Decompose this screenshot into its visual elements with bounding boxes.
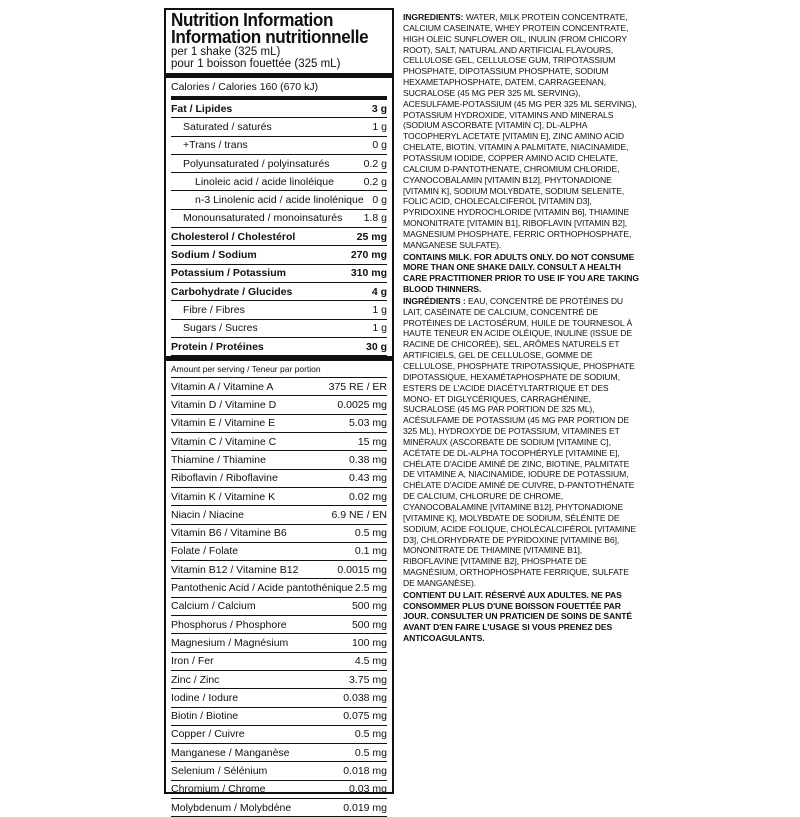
vitamin-row	[171, 781, 387, 799]
nutrition-facts-panel	[164, 8, 394, 814]
vitamin-value: 0.5 mg	[354, 527, 387, 540]
vitamin-name: Vitamin B6 / Vitamine B6	[171, 527, 287, 540]
vitamin-row	[171, 689, 387, 707]
vitamin-value: 6.9 NE / EN	[331, 508, 387, 521]
nutrient-value: 1 g	[372, 120, 387, 133]
vitamin-row	[171, 799, 387, 817]
ingredients-fr-text: EAU, CONCENTRÉ DE PROTÉINES DU LAIT, CASÉINATE DE CALCIUM, CONCENTRÉ DE PROTÉINES DE LACTOSÉRUM, HUILE DE TOURNESOL À HAUTE TENEUR EN ACIDE OLÉIQUE, INULINE (ISSUE DE RACINE DE CHICORÉE), SEL, ARÔMES NATURELS ET ARTIFICIELS, GEL DE CELLULOSE, GOMME DE CELLULOSE, PHOSPHATE TRIPOTASSIQUE, PHOSPHATE DIPOTASSIQUE, HEXAMÉTAPHOSPHATE DE SODIUM, ESTERS DE L'ACIDE DIACÉTYLTARTRIQUE ET DES MONO- ET DIGLYCÉRIQUES, CARRAGHÉNINE, SUCRALOSE (45 MG PAR PORTION DE 325 ML), ACÉSULFAME DE POTASSIUM (45 MG PAR PORTION DE 325 ML), HYDROXYDE DE POTASSIUM, VITAMINES ET MINÉRAUX (ASCORBATE DE SODIUM [VITAMINE C], ACÉTATE DE DL-ALPHA TOCOPHÉRYLE [VITAMINE E], CHÉLATE D'ACIDE AMINÉ DE ZINC, BIOTINE, PALMITATE DE VITAMINE A, NIACINAMIDE, IODURE DE POTASSIUM, CHÉLATE D'ACIDE AMINÉ DE CUIVRE, D-PANTOTHÉNATE DE CALCIUM, CHLORURE DE CHROME, CYANOCOBALAMINE [VITAMINE B12], PHYTONADIONE [VITAMINE K], MOLYBDATE DE SODIUM, SÉLÉNITE DE SODIUM, ACIDE FOLIQUE, CHOLÉCALCIFÉROL [VITAMINE D3], CHLORHYDRATE DE PYRIDOXINE [VITAMINE B6], MONONITRATE DE THIAMINE [VITAMINE B1], RIBOFLAVINE [VITAMINE B2], PHOSPHATE DE MAGNÉSIUM, ORTHOPHOSPHATE FERRIQUE, SULFATE DE MANGANÈSE).	[403, 295, 637, 588]
nutrient-value: 30 g	[365, 340, 387, 353]
vitamin-row	[171, 378, 387, 396]
nutrient-row	[171, 283, 387, 301]
vitamin-value: 0.075 mg	[343, 710, 387, 723]
nutrient-row	[171, 320, 387, 338]
nutrient-row	[171, 100, 387, 118]
ingredients-en-label: INGREDIENTS:	[403, 12, 464, 22]
calories-row: Calories / Calories 160 (670 kJ)	[171, 78, 387, 100]
nutrient-list	[171, 100, 387, 356]
nutrient-value: 0.2 g	[363, 157, 387, 170]
nutrient-row	[171, 246, 387, 264]
vitamin-name: Selenium / Sélénium	[171, 765, 268, 778]
vitamin-value: 0.38 mg	[349, 453, 387, 466]
nutrient-name: Potassium / Potassium	[171, 267, 286, 280]
serving-size-en: per 1 shake (325 mL)	[171, 46, 281, 58]
vitamin-value: 0.5 mg	[354, 746, 387, 759]
nutrient-row	[171, 137, 387, 155]
vitamin-name: Biotin / Biotine	[171, 710, 239, 723]
vitamin-name: Zinc / Zinc	[171, 673, 220, 686]
vitamin-value: 15 mg	[357, 435, 387, 448]
nutrient-value: 0.2 g	[363, 175, 387, 188]
vitamin-row	[171, 451, 387, 469]
vitamin-row	[171, 415, 387, 433]
vitamin-value: 500 mg	[351, 600, 387, 613]
vitamin-name: Vitamin B12 / Vitamine B12	[171, 563, 299, 576]
nutrient-name: Linoleic acid / acide linoléique	[195, 175, 334, 188]
nutrient-value: 25 mg	[356, 230, 387, 243]
nutrient-name: Polyunsaturated / polyinsaturés	[183, 157, 330, 170]
nutrient-name: Cholesterol / Cholestérol	[171, 230, 296, 243]
vitamin-row	[171, 653, 387, 671]
nutrient-value: 1 g	[372, 322, 387, 335]
vitamin-name: Riboflavin / Riboflavine	[171, 472, 278, 485]
panel-title-fr: Information nutritionnelle	[171, 27, 369, 47]
vitamin-name: Molybdenum / Molybdène	[171, 801, 292, 814]
vitamin-name: Iron / Fer	[171, 655, 214, 668]
vitamin-row	[171, 579, 387, 597]
vitamin-value: 0.5 mg	[354, 728, 387, 741]
nutrient-name: Fibre / Fibres	[183, 303, 245, 316]
vitamin-name: Folate / Folate	[171, 545, 239, 558]
vitamin-value: 0.1 mg	[354, 545, 387, 558]
vitamin-name: Vitamin K / Vitamine K	[171, 490, 276, 503]
nutrient-name: Sugars / Sucres	[183, 322, 258, 335]
nutrient-value: 4 g	[371, 285, 387, 298]
vitamin-value: 0.02 mg	[349, 490, 387, 503]
ingredients-en	[403, 12, 639, 251]
nutrient-name: Fat / Lipides	[171, 102, 233, 115]
nutrient-value: 1.8 g	[363, 212, 387, 225]
ingredients-en-text: WATER, MILK PROTEIN CONCENTRATE, CALCIUM CASEINATE, WHEY PROTEIN CONCENTRATE, HIGH OLEIC SUNFLOWER OIL, INULIN (FROM CHICORY ROOT), SALT, NATURAL AND ARTIFICIAL FLAVOURS, CELLULOSE GEL, CELLULOSE GUM, TRIPOTASSIUM PHOSPHATE, DIPOTASSIUM PHOSPHATE, SODIUM HEXAMETAPHOSPHATE, DATEM, CARRAGEENAN, SUCRALOSE (45 MG PER 325 ML SERVING), ACESULFAME-POTASSIUM (45 MG PER 325 ML SERVING), POTASSIUM HYDROXIDE, VITAMINS AND MINERALS (SODIUM ASCORBATE [VITAMIN C], DL-ALPHA TOCOPHERYL ACETATE [VITAMIN E], ZINC AMINO ACID CHELATE, BIOTIN, VITAMIN A PALMITATE, NIACINAMIDE, POTASSIUM IODIDE, COPPER AMINO ACID CHELATE, CALCIUM D-PANTOTHENATE, CHROMIUM CHLORIDE, CYANOCOBALAMIN [VITAMIN B12], PHYTONADIONE [VITAMIN K], SODIUM MOLYBDATE, SODIUM SELENITE, FOLIC ACID, CHOLECALCIFEROL [VITAMIN D3], PYRIDOXINE HYDROCHLORIDE [VITAMIN B6], THIAMINE MONONITRATE [VITAMIN B1], RIBOFLAVIN [VITAMIN B2], MAGNESIUM PHOSPHATE, FERRIC ORTHOPHOSPHATE, MANGANESE SULFATE).	[403, 12, 637, 250]
nutrient-value: 0 g	[372, 194, 387, 207]
nutrient-name: Protein / Protéines	[171, 340, 264, 353]
ingredients-column	[403, 12, 639, 645]
vitamin-row	[171, 396, 387, 414]
nutrient-row	[171, 173, 387, 191]
nutrient-value: 310 mg	[350, 267, 387, 280]
vitamin-row	[171, 671, 387, 689]
vitamin-row	[171, 433, 387, 451]
vitamin-row	[171, 708, 387, 726]
vitamin-name: Vitamin E / Vitamine E	[171, 417, 276, 430]
ingredients-fr	[403, 296, 639, 589]
vitamin-list	[171, 378, 387, 817]
vitamin-row	[171, 762, 387, 780]
nutrient-row	[171, 155, 387, 173]
nutrient-name: +Trans / trans	[183, 139, 248, 152]
vitamin-value: 0.03 mg	[349, 783, 387, 796]
vitamin-name: Vitamin D / Vitamine D	[171, 399, 277, 412]
vitamin-row	[171, 470, 387, 488]
serving-size-fr: pour 1 boisson fouettée (325 mL)	[171, 58, 341, 70]
vitamin-row	[171, 525, 387, 543]
nutrient-row	[171, 191, 387, 209]
vitamin-row	[171, 543, 387, 561]
nutrient-name: Saturated / saturés	[183, 120, 272, 133]
nutrient-name: Sodium / Sodium	[171, 249, 257, 262]
vitamin-row	[171, 488, 387, 506]
nutrient-value: 3 g	[371, 102, 387, 115]
vitamin-value: 0.43 mg	[349, 472, 387, 485]
nutrient-row	[171, 228, 387, 246]
vitamin-value: 0.0015 mg	[337, 563, 387, 576]
vitamin-name: Iodine / Iodure	[171, 691, 239, 704]
ingredients-fr-label: INGRÉDIENTS :	[403, 295, 466, 306]
vitamin-row	[171, 506, 387, 524]
vitamin-value: 5.03 mg	[349, 417, 387, 430]
vitamin-name: Niacin / Niacine	[171, 508, 244, 521]
vitamin-value: 4.5 mg	[354, 655, 387, 668]
nutrient-row	[171, 265, 387, 283]
nutrient-row	[171, 301, 387, 319]
vitamin-name: Thiamine / Thiamine	[171, 453, 266, 466]
vitamin-name: Copper / Cuivre	[171, 728, 245, 741]
vitamin-value: 375 RE / ER	[328, 380, 387, 393]
vitamin-row	[171, 616, 387, 634]
warning-en: CONTAINS MILK. FOR ADULTS ONLY. DO NOT CONSUME MORE THAN ONE SHAKE DAILY. CONSULT A HEALTH CARE PRACTITIONER PRIOR TO USE IF YOU ARE TAKING BLOOD THINNERS.	[403, 251, 640, 295]
panel-title-en: Nutrition Information	[171, 10, 334, 30]
nutrient-row	[171, 210, 387, 228]
vitamin-name: Phosphorus / Phosphore	[171, 618, 287, 631]
nutrient-row	[171, 118, 387, 136]
vitamin-value: 0.0025 mg	[337, 399, 387, 412]
vitamin-name: Calcium / Calcium	[171, 600, 256, 613]
vitamin-name: Vitamin A / Vitamine A	[171, 380, 274, 393]
nutrient-value: 1 g	[372, 303, 387, 316]
nutrient-value: 0 g	[372, 139, 387, 152]
vitamin-name: Pantothenic Acid / Acide pantothénique	[171, 582, 354, 595]
vitamin-row	[171, 634, 387, 652]
warning-fr: CONTIENT DU LAIT. RÉSERVÉ AUX ADULTES. NE PAS CONSOMMER PLUS D'UNE BOISSON FOUETTÉE PAR JOUR. CONSULTER UN PRATICIEN DE SOINS DE SANTÉ AVANT D'EN FAIRE L'USAGE SI VOUS PRENEZ DES ANTICOAGULANTS.	[403, 589, 633, 644]
nutrient-name: Carbohydrate / Glucides	[171, 285, 293, 298]
vitamin-name: Vitamin C / Vitamine C	[171, 435, 277, 448]
vitamin-value: 100 mg	[351, 636, 387, 649]
vitamin-value: 0.018 mg	[343, 765, 387, 778]
nutrient-value: 270 mg	[350, 249, 387, 262]
vitamin-name: Manganese / Manganèse	[171, 746, 290, 759]
nutrient-name: n-3 Linolenic acid / acide linolénique	[195, 194, 364, 207]
vitamin-row	[171, 726, 387, 744]
nutrient-row	[171, 338, 387, 356]
vitamin-value: 0.019 mg	[343, 801, 387, 814]
vitamin-row	[171, 598, 387, 616]
vitamin-row	[171, 744, 387, 762]
nutrient-name: Monounsaturated / monoinsaturés	[183, 212, 343, 225]
vitamin-value: 3.75 mg	[349, 673, 387, 686]
vitamin-name: Chromium / Chrome	[171, 783, 266, 796]
vitamin-row	[171, 561, 387, 579]
vitamin-name: Magnesium / Magnésium	[171, 636, 289, 649]
vitamin-value: 0.038 mg	[343, 691, 387, 704]
vitamin-value: 2.5 mg	[354, 582, 387, 595]
vitamin-header: Amount per serving / Teneur par portion	[171, 361, 387, 378]
vitamin-value: 500 mg	[351, 618, 387, 631]
